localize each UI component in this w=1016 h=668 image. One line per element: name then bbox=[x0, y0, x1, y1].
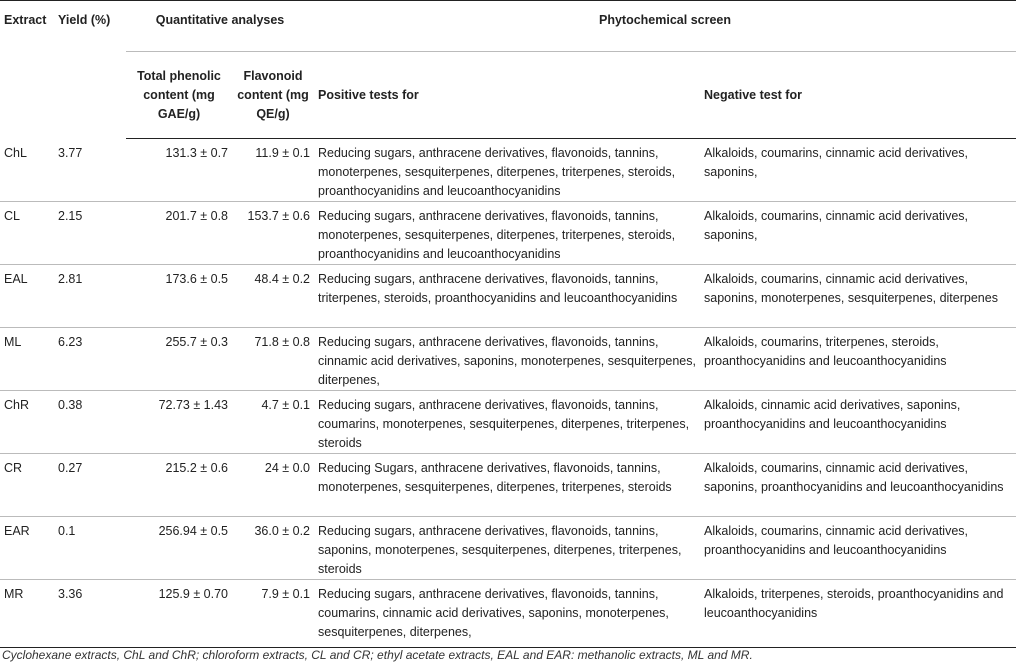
cell-yield: 0.1 bbox=[54, 517, 126, 580]
table-row bbox=[0, 454, 1016, 517]
table-row bbox=[0, 328, 1016, 391]
cell-negative: Alkaloids, triterpenes, steroids, proanthocyanidins and leucoanthocyanidins bbox=[700, 580, 1016, 648]
cell-flavonoid: 36.0 ± 0.2 bbox=[232, 517, 314, 580]
cell-positive: Reducing sugars, anthracene derivatives, flavonoids, tannins, coumarins, cinnamic acid derivatives, saponins, monoterpenes, sesquiterpenes, diterpenes, bbox=[314, 580, 700, 648]
cell-extract: EAL bbox=[0, 265, 54, 328]
group-header-phytochemical: Phytochemical screen bbox=[314, 1, 1016, 52]
cell-tpc: 131.3 ± 0.7 bbox=[126, 139, 232, 202]
cell-extract: ML bbox=[0, 328, 54, 391]
table-row bbox=[0, 517, 1016, 580]
table-footnote: Cyclohexane extracts, ChL and ChR; chloroform extracts, CL and CR; ethyl acetate extracts, EAL and EAR: methanolic extracts, ML and MR. bbox=[2, 648, 753, 662]
cell-flavonoid: 48.4 ± 0.2 bbox=[232, 265, 314, 328]
cell-negative: Alkaloids, coumarins, cinnamic acid derivatives, saponins, monoterpenes, sesquiterpenes, diterpenes bbox=[700, 265, 1016, 328]
cell-flavonoid: 71.8 ± 0.8 bbox=[232, 328, 314, 391]
cell-negative: Alkaloids, cinnamic acid derivatives, saponins, proanthocyanidins and leucoanthocyanidins bbox=[700, 391, 1016, 454]
cell-extract: EAR bbox=[0, 517, 54, 580]
col-header-positive: Positive tests for bbox=[314, 52, 700, 139]
cell-extract: CR bbox=[0, 454, 54, 517]
cell-yield: 6.23 bbox=[54, 328, 126, 391]
cell-tpc: 173.6 ± 0.5 bbox=[126, 265, 232, 328]
col-header-total-phenolic: Total phenolic content (mg GAE/g) bbox=[126, 52, 232, 139]
cell-yield: 0.27 bbox=[54, 454, 126, 517]
col-header-yield: Yield (%) bbox=[54, 1, 126, 139]
cell-tpc: 72.73 ± 1.43 bbox=[126, 391, 232, 454]
cell-flavonoid: 11.9 ± 0.1 bbox=[232, 139, 314, 202]
col-header-negative: Negative test for bbox=[700, 52, 1016, 139]
cell-tpc: 255.7 ± 0.3 bbox=[126, 328, 232, 391]
table-row bbox=[0, 139, 1016, 202]
cell-yield: 0.38 bbox=[54, 391, 126, 454]
cell-tpc: 125.9 ± 0.70 bbox=[126, 580, 232, 648]
cell-positive: Reducing sugars, anthracene derivatives, flavonoids, tannins, monoterpenes, sesquiterpenes, diterpenes, triterpenes, steroids, proanthocyanidins and leucoanthocyanidins bbox=[314, 139, 700, 202]
group-header-quantitative: Quantitative analyses bbox=[126, 1, 314, 52]
cell-positive: Reducing sugars, anthracene derivatives, flavonoids, tannins, saponins, monoterpenes, sesquiterpenes, diterpenes, triterpenes, steroids bbox=[314, 517, 700, 580]
cell-yield: 2.15 bbox=[54, 202, 126, 265]
cell-extract: CL bbox=[0, 202, 54, 265]
cell-positive: Reducing Sugars, anthracene derivatives, flavonoids, tannins, monoterpenes, sesquiterpenes, diterpenes, triterpenes, steroids bbox=[314, 454, 700, 517]
cell-negative: Alkaloids, coumarins, triterpenes, steroids, proanthocyanidins and leucoanthocyanidins bbox=[700, 328, 1016, 391]
table-row bbox=[0, 202, 1016, 265]
col-header-extract: Extract bbox=[0, 1, 54, 139]
cell-extract: MR bbox=[0, 580, 54, 648]
cell-negative: Alkaloids, coumarins, cinnamic acid derivatives, saponins, proanthocyanidins and leucoanthocyanidins bbox=[700, 454, 1016, 517]
cell-negative: Alkaloids, coumarins, cinnamic acid derivatives, proanthocyanidins and leucoanthocyanidins bbox=[700, 517, 1016, 580]
cell-tpc: 256.94 ± 0.5 bbox=[126, 517, 232, 580]
table-row bbox=[0, 265, 1016, 328]
cell-extract: ChL bbox=[0, 139, 54, 202]
cell-positive: Reducing sugars, anthracene derivatives, flavonoids, tannins, triterpenes, steroids, proanthocyanidins and leucoanthocyanidins bbox=[314, 265, 700, 328]
cell-negative: Alkaloids, coumarins, cinnamic acid derivatives, saponins, bbox=[700, 202, 1016, 265]
cell-tpc: 201.7 ± 0.8 bbox=[126, 202, 232, 265]
cell-flavonoid: 7.9 ± 0.1 bbox=[232, 580, 314, 648]
table-row bbox=[0, 580, 1016, 648]
table-row bbox=[0, 391, 1016, 454]
cell-yield: 2.81 bbox=[54, 265, 126, 328]
col-header-flavonoid: Flavonoid content (mg QE/g) bbox=[232, 52, 314, 139]
cell-yield: 3.36 bbox=[54, 580, 126, 648]
cell-flavonoid: 4.7 ± 0.1 bbox=[232, 391, 314, 454]
cell-yield: 3.77 bbox=[54, 139, 126, 202]
cell-positive: Reducing sugars, anthracene derivatives, flavonoids, tannins, cinnamic acid derivatives, saponins, monoterpenes, sesquiterpenes, diterpenes, bbox=[314, 328, 700, 391]
cell-extract: ChR bbox=[0, 391, 54, 454]
cell-tpc: 215.2 ± 0.6 bbox=[126, 454, 232, 517]
cell-flavonoid: 153.7 ± 0.6 bbox=[232, 202, 314, 265]
cell-positive: Reducing sugars, anthracene derivatives, flavonoids, tannins, coumarins, monoterpenes, sesquiterpenes, diterpenes, triterpenes, steroids bbox=[314, 391, 700, 454]
cell-negative: Alkaloids, coumarins, cinnamic acid derivatives, saponins, bbox=[700, 139, 1016, 202]
cell-flavonoid: 24 ± 0.0 bbox=[232, 454, 314, 517]
cell-positive: Reducing sugars, anthracene derivatives, flavonoids, tannins, monoterpenes, sesquiterpenes, diterpenes, triterpenes, steroids, proanthocyanidins and leucoanthocyanidins bbox=[314, 202, 700, 265]
